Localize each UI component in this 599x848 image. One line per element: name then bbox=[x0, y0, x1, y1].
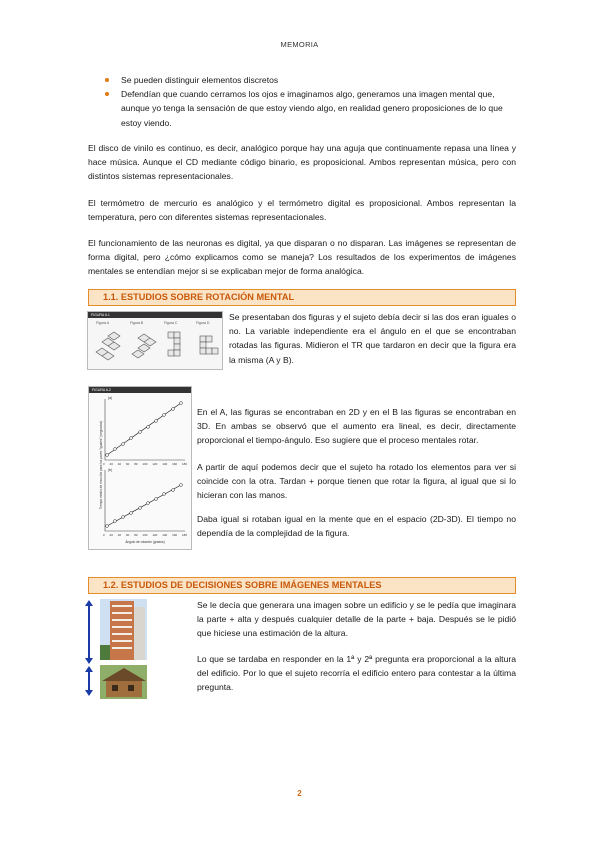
tick-label: 160 bbox=[172, 462, 178, 466]
graph-xticks-bottom bbox=[103, 533, 187, 537]
bullet-text: Defendían que cuando cerramos los ojos e imaginamos algo, generamos una imagen mental que, aunque yo tenga la sensación de que estoy viendo algo, en realidad genero proposiciones de lo que estoy viendo. bbox=[121, 89, 503, 128]
tick-label: 0 bbox=[103, 462, 105, 466]
tick-label: 180 bbox=[181, 462, 187, 466]
paragraph-neurons: El funcionamiento de las neuronas es digital, ya que disparan o no disparan. Las imágenes se representan de forma digital, pero ¿cómo explicamos como se maneja? Los resultados de los experimentos de imágenes mentales se entendían mejor si se explicaban mejor de forma analógica. bbox=[88, 238, 516, 277]
paragraph-rotation-conclusion: A partir de aquí podemos decir que el sujeto ha rotado los elementos para ver si coincide con la otra. Tardan + porque tienen que rotar la figura, al igual que si lo hicieran con las manos. bbox=[197, 462, 516, 501]
tick-label: 60 bbox=[125, 533, 130, 537]
section-heading-rotation bbox=[88, 289, 516, 306]
bullet-list bbox=[104, 73, 516, 130]
tall-arrowheads-icon bbox=[84, 600, 94, 664]
rotation-line-graph bbox=[89, 387, 191, 549]
figure-rotation-shapes bbox=[87, 311, 223, 370]
bullet-dot-icon bbox=[105, 78, 109, 82]
section-heading-decisions bbox=[88, 577, 516, 594]
tick-label: 80 bbox=[134, 462, 138, 466]
tick-label: 40 bbox=[117, 462, 122, 466]
tick-label: 40 bbox=[117, 533, 122, 537]
tick-label: 20 bbox=[109, 533, 113, 537]
graph-xticks-top bbox=[103, 462, 187, 466]
page-header: MEMORIA bbox=[280, 40, 319, 49]
tick-label: 80 bbox=[134, 533, 138, 537]
section-title: 1.1. ESTUDIOS SOBRE ROTACIÓN MENTAL bbox=[103, 292, 295, 302]
bullet-item bbox=[104, 87, 516, 130]
figure-label: Figura D bbox=[196, 321, 210, 325]
tick-label: 120 bbox=[152, 533, 158, 537]
paragraph-building-results: Lo que se tardaba en responder en la 1ª y 2ª pregunta era proporcional a la altura del edificio. Por lo que el sujeto recorría el edificio entero para contestar a la última pregunta. bbox=[197, 654, 516, 693]
graph-ylabel: Tiempo medio de reacción para los pares "iguales" (segundos) bbox=[99, 420, 103, 510]
figure-title: FIGURA 6.1 bbox=[91, 313, 110, 317]
bullet-item bbox=[104, 73, 516, 87]
tick-label: 140 bbox=[162, 462, 168, 466]
building-image bbox=[100, 599, 147, 660]
tick-label: 60 bbox=[125, 462, 130, 466]
tick-label: 100 bbox=[142, 462, 148, 466]
graph-xlabel: Ángulo de rotación (grados) bbox=[125, 540, 165, 544]
figure-label: Figura C bbox=[164, 321, 178, 325]
paragraph-thermometer: El termómetro de mercurio es analógico y el termómetro digital es proposicional. Ambos representan la temperatura, pero con diferentes sistemas representacionales. bbox=[88, 198, 516, 223]
paragraph-rotation-intro: Se presentaban dos figuras y el sujeto debía decir si las dos eran iguales o no. La variable independiente era el ángulo en el que se encontraban rotadas las figuras. Midieron el TR que tardaron en decir que la figura era la misma (A y B). bbox=[229, 312, 516, 365]
tick-label: 160 bbox=[172, 533, 178, 537]
figure-label: Figura A bbox=[96, 321, 110, 325]
page-number: 2 bbox=[297, 789, 302, 798]
figure-rotation-graph bbox=[88, 386, 192, 550]
block-shapes-icon bbox=[88, 312, 222, 369]
bullet-text: Se pueden distinguir elementos discretos bbox=[121, 75, 279, 85]
tick-label: 100 bbox=[142, 533, 148, 537]
house-image bbox=[100, 665, 147, 699]
paragraph-rotation-results: En el A, las figuras se encontraban en 2D y en el B las figuras se encontraban en 3D. En ambas se observó que el aumento era lineal, es decir, directamente proporcional el tiempo-ángulo. Eso sugiere que el proceso mentales rotar. bbox=[197, 407, 516, 446]
panel-label-a: (a) bbox=[108, 396, 113, 400]
figure-title: FIGURA 6.2 bbox=[92, 388, 111, 392]
section-title: 1.2. ESTUDIOS DE DECISIONES SOBRE IMÁGENES MENTALES bbox=[103, 580, 382, 590]
tick-label: 20 bbox=[109, 462, 113, 466]
tick-label: 0 bbox=[103, 533, 105, 537]
paragraph-vinyl: El disco de vinilo es continuo, es decir, analógico porque hay una aguja que continuamente repasa una línea y hace música. Aunque el CD mediante código binario, es proposicional. Ambos representan música, pero con distintos sistemas representacionales. bbox=[88, 143, 516, 182]
paragraph-building-task: Se le decía que generara una imagen sobre un edificio y se le pedía que imaginara la parte + alta y después cualquier detalle de la parte + baja. Después se le pidió que hiciese una estimación de la altura. bbox=[197, 600, 516, 639]
figure-label: Figura B bbox=[130, 321, 144, 325]
paragraph-rotation-complexity: Daba igual si rotaban igual en la mente que en el espacio (2D-3D). El tiempo no dependía de la complejidad de la figura. bbox=[197, 514, 516, 539]
tick-label: 180 bbox=[181, 533, 187, 537]
short-arrowheads-icon bbox=[84, 666, 94, 696]
tick-label: 120 bbox=[152, 462, 158, 466]
bullet-dot-icon bbox=[105, 92, 109, 96]
tick-label: 140 bbox=[162, 533, 168, 537]
panel-label-b: (b) bbox=[108, 468, 113, 472]
